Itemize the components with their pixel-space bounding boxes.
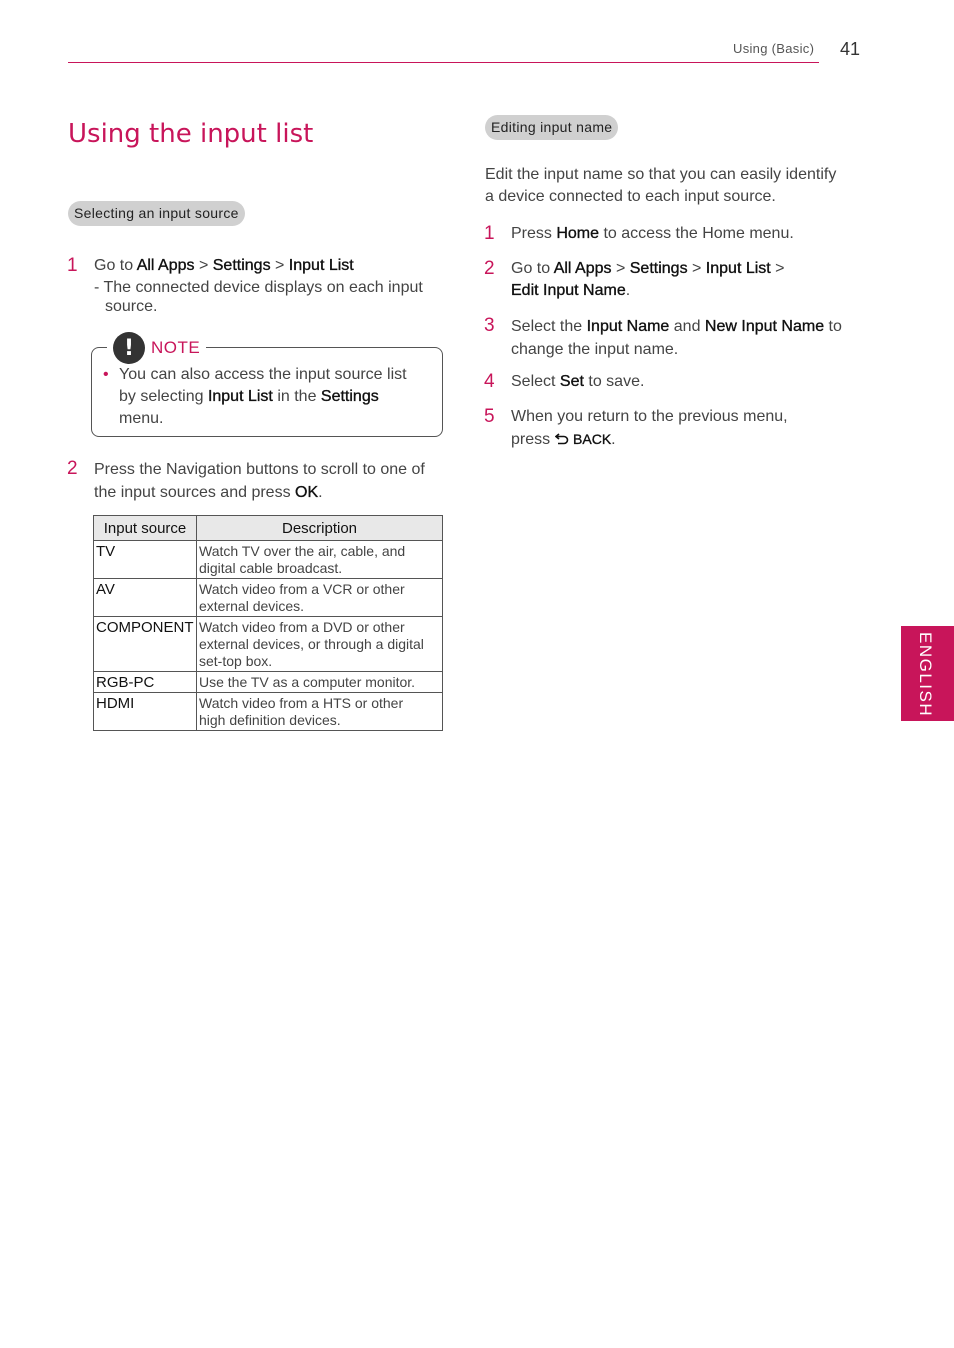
step-number: 2 bbox=[67, 458, 78, 479]
table-row bbox=[94, 693, 443, 731]
description-cell: Watch TV over the air, cable, and digital cable broadcast. bbox=[197, 541, 443, 579]
note-label: NOTE bbox=[151, 338, 201, 357]
section-pill-editing: Editing input name bbox=[485, 115, 618, 140]
step-text: Press Home to access the Home menu. bbox=[511, 225, 794, 242]
input-source-cell: TV bbox=[94, 541, 197, 579]
input-source-cell: HDMI bbox=[94, 693, 197, 731]
page-title: Using the input list bbox=[68, 119, 314, 149]
step-number: 5 bbox=[484, 406, 495, 427]
step-number: 3 bbox=[484, 315, 495, 336]
table-header: Description bbox=[197, 516, 443, 541]
note-bullet: • bbox=[103, 366, 109, 383]
input-source-cell: AV bbox=[94, 579, 197, 617]
step-number: 4 bbox=[484, 371, 495, 392]
step-text: Select the Input Name and New Input Name to change the input name. bbox=[511, 318, 842, 358]
exclamation-icon: ! bbox=[113, 332, 145, 364]
table-row bbox=[94, 579, 443, 617]
step-text: Go to All Apps > Settings > Input List > Edit Input Name. bbox=[511, 260, 785, 299]
step-text: Go to All Apps > Settings > Input List bbox=[94, 257, 354, 274]
header-section-title: Using (Basic) bbox=[733, 41, 815, 56]
table-row bbox=[94, 617, 443, 672]
description-cell: Use the TV as a computer monitor. bbox=[197, 672, 443, 693]
step-number: 1 bbox=[67, 255, 78, 276]
input-source-cell: RGB-PC bbox=[94, 672, 197, 693]
table-header: Input source bbox=[94, 516, 197, 541]
step-subtext: - The connected device displays on each input source. bbox=[94, 279, 423, 315]
back-arrow-icon bbox=[555, 431, 569, 448]
language-side-tab bbox=[901, 626, 954, 721]
intro-text: Edit the input name so that you can easily identify a device connected to each input source. bbox=[485, 166, 837, 205]
step-number: 1 bbox=[484, 223, 495, 244]
section-pill-selecting: Selecting an input source bbox=[68, 201, 245, 226]
page-number: 41 bbox=[840, 39, 861, 59]
language-label: ENGLISH bbox=[916, 632, 935, 718]
description-cell: Watch video from a HTS or other high definition devices. bbox=[197, 693, 443, 731]
header-divider bbox=[68, 62, 819, 63]
step-text: Select Set to save. bbox=[511, 373, 645, 390]
table-row bbox=[94, 672, 443, 693]
description-cell: Watch video from a VCR or other external devices. bbox=[197, 579, 443, 617]
input-source-table bbox=[93, 515, 443, 731]
input-source-cell: COMPONENT bbox=[94, 617, 197, 672]
description-cell: Watch video from a DVD or other external devices, or through a digital set-top box. bbox=[197, 617, 443, 672]
note-text: You can also access the input source list by selecting Input List in the Settings menu. bbox=[119, 366, 407, 427]
note-header bbox=[107, 331, 206, 365]
step-text: When you return to the previous menu, press BACK. bbox=[511, 408, 788, 448]
step-text: Press the Navigation buttons to scroll to one of the input sources and press OK. bbox=[94, 461, 425, 501]
step-number: 2 bbox=[484, 258, 495, 279]
table-row bbox=[94, 541, 443, 579]
